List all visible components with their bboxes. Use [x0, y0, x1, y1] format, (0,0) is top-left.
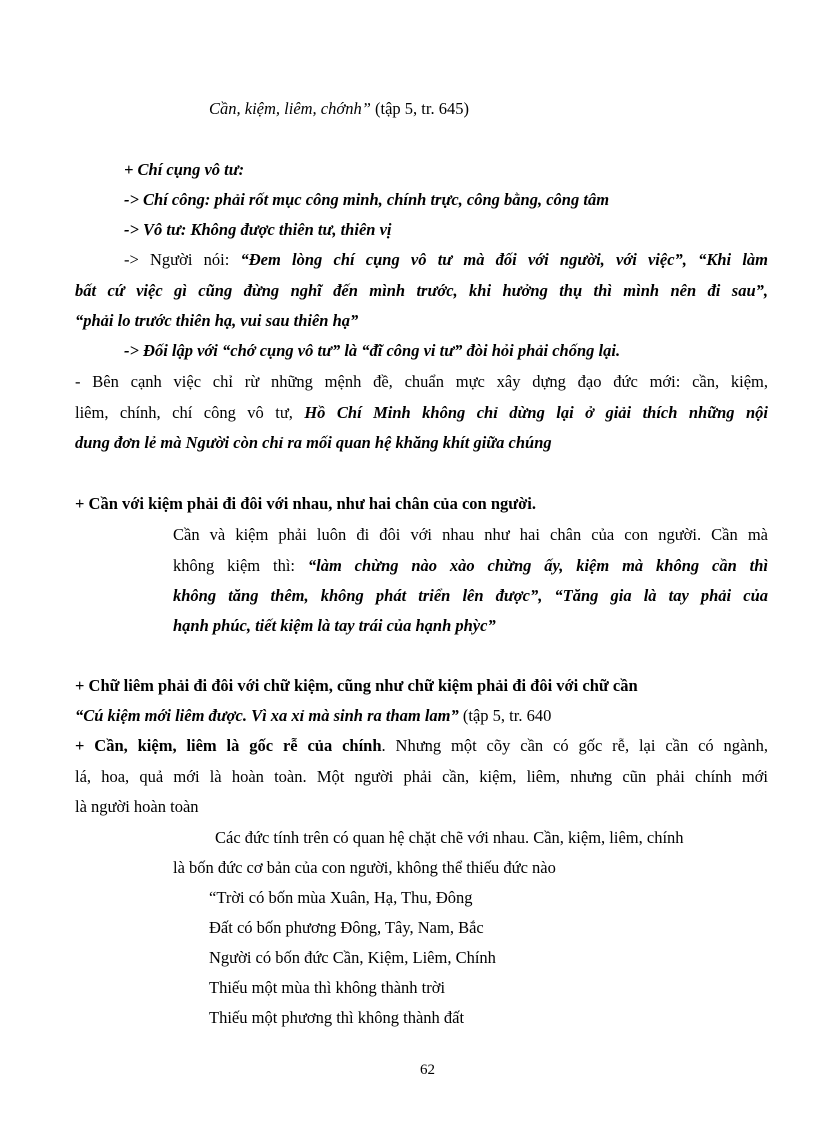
- definition-vo-tu: -> Vô tư: Không được thiên tư, thiên vị: [124, 220, 392, 239]
- definition-chi-cong: -> Chí công: phải rốt mục công minh, chính trực, công bằng, công tâm: [124, 190, 610, 209]
- poem-line-2: Đất có bốn phương Đông, Tây, Nam, Bắc: [209, 918, 484, 937]
- page-number: 62: [420, 1062, 435, 1078]
- poem-line-4: Thiếu một mùa thì không thành trời: [209, 978, 446, 997]
- paragraph-line-1: - Bên cạnh việc chỉ rừ những mệnh đề, chuẩn mực xây dựng đạo đức mới: cần, kiệm,: [75, 372, 768, 391]
- summary-line-1: Các đức tính trên có quan hệ chặt chẽ với nhau. Cần, kiệm, liêm, chính: [215, 828, 684, 847]
- contrast-statement: -> Đối lập với “chớ cụng vô tư” là “đĩ công vi tư” đòi hỏi phải chống lại.: [124, 341, 621, 360]
- goc-re-line-3: là người hoàn toàn: [75, 797, 199, 816]
- heading-liem-kiem: + Chữ liêm phải đi đôi với chữ kiệm, cũng như chữ kiệm phải đi đôi với chữ cần: [75, 676, 638, 695]
- paragraph-line-3: dung đơn lẻ mà Người còn chỉ ra mối quan hệ khăng khít giữa chúng: [75, 433, 552, 452]
- goc-re-line-2: lá, hoa, quả mới là hoàn toàn. Một người phải cần, kiệm, liêm, nhưng cũn phải chính mới: [75, 767, 768, 786]
- goc-re-line-1: + Cần, kiệm, liêm là gốc rễ của chính. Nhưng một cõy cần có gốc rễ, lại cần có ngành,: [75, 736, 768, 755]
- can-kiem-line-3: không tăng thêm, không phát triển lên được”, “Tăng gia là tay phải của: [173, 586, 768, 605]
- summary-line-2: là bốn đức cơ bản của con người, không thể thiếu đức nào: [173, 858, 556, 877]
- liem-quote: “Cú kiệm mới liêm được. Vì xa xỉ mà sinh ra tham lam” (tập 5, tr. 640: [75, 706, 552, 725]
- poem-line-3: Người có bốn đức Cần, Kiệm, Liêm, Chính: [209, 948, 496, 967]
- can-kiem-line-2: không kiệm thì: “làm chừng nào xào chừng ấy, kiệm mà không cần thì: [173, 556, 768, 575]
- can-kiem-line-4: hạnh phúc, tiết kiệm là tay trái của hạnh phỳc”: [173, 616, 496, 635]
- poem-line-1: “Trời có bốn mùa Xuân, Hạ, Thu, Đông: [209, 888, 473, 907]
- heading-chi-cong-vo-tu: + Chí cụng vô tư:: [124, 160, 245, 179]
- quote-line-2: bất cứ việc gì cũng đừng nghĩ đến mình trước, khi hưởng thụ thì mình nên đi sau”,: [75, 281, 768, 300]
- quote-continuation: Cần, kiệm, liêm, chớnh” (tập 5, tr. 645): [209, 99, 469, 118]
- poem-line-5: Thiếu một phương thì không thành đất: [209, 1008, 465, 1027]
- paragraph-line-2: liêm, chính, chí công vô tư, Hồ Chí Minh không chỉ dừng lại ở giải thích những nội: [75, 403, 768, 422]
- heading-can-kiem: + Cần với kiệm phải đi đôi với nhau, như hai chân của con người.: [75, 494, 536, 513]
- can-kiem-line-1: Cần và kiệm phải luôn đi đôi với nhau như hai chân của con người. Cần mà: [173, 525, 768, 544]
- quote-line-3: “phải lo trước thiên hạ, vui sau thiên hạ”: [75, 311, 359, 330]
- quote-line-1: -> Người nói: “Đem lòng chí cụng vô tư mà đối với người, với việc”, “Khi làm: [124, 250, 769, 269]
